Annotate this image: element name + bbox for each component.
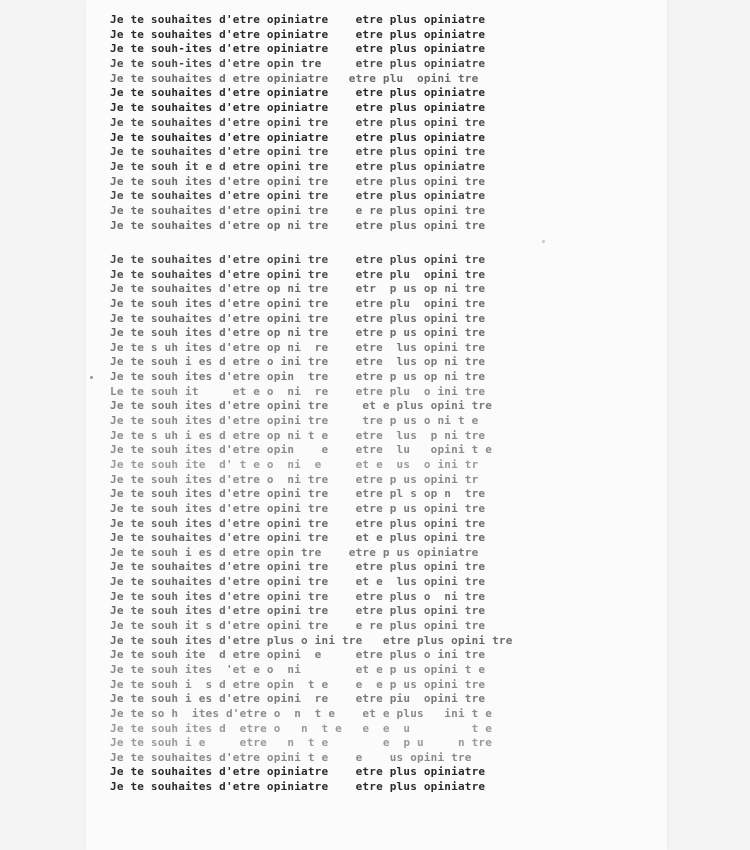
text-line: Je te souhaites d'etre opini tre etre plu opini tre [110, 267, 486, 281]
text-line: Je te souh-ites d'etre opiniatre etre plus opiniatre [110, 42, 486, 56]
text-line: Je te s uh ites d'etre op ni re etre lus opini tre [110, 340, 486, 354]
text-line: Je te souh-ites d'etre opin tre etre plus opiniatre [110, 57, 486, 71]
text-line: Je te souh ites d'etre op ni tre etre p us opini tre [110, 326, 486, 340]
text-line: Je te souh i es d'etre opini re etre piu opini tre [110, 692, 486, 706]
text-line: Je te souh ite d' t e o ni e et e us o ini tr [110, 457, 479, 471]
text-line: Je te souhaites d'etre opiniatre etre plus opiniatre [110, 27, 486, 41]
text-line: Je te souh ites d'etre opini tre et e plus opini tre [110, 399, 493, 413]
text-line: Je te souh it e d etre opini tre etre plus opiniatre [110, 159, 486, 173]
text-line: Je te souh ite d etre opini e etre plus o ini tre [110, 648, 486, 662]
text-line: Je te souh ites d'etre opini tre etre plus opini tre [110, 516, 486, 530]
ink-speck [90, 376, 93, 379]
text-line: Je te souh ites d'etre opini tre etre plu opini tre [110, 296, 486, 310]
text-line: Je te souh it s d'etre opini tre e re plus opini tre [110, 619, 486, 633]
text-line: Je te souh ites d'etre plus o ini tre etre plus opini tre [110, 633, 513, 647]
text-line: Je te souhaites d'etre opiniatre etre plus opiniatre [110, 101, 486, 115]
text-line: Je te souhaites d'etre op ni tre etre plus opini tre [110, 218, 486, 232]
text-line: Je te souh i es d etre o ini tre etre lus op ni tre [110, 355, 486, 369]
text-line: Je te souhaites d'etre opini tre etre plus opiniatre [110, 189, 486, 203]
text-line: Je te souhaites d'etre op ni tre etr p us op ni tre [110, 282, 486, 296]
text-line: Je te souhaites d'etre opini tre et e lus opini tre [110, 575, 486, 589]
text-line: Je te so h ites d'etre o n t e et e plus ini t e [110, 706, 493, 720]
text-line: Je te souhaites d'etre opiniatre etre plus opiniatre [110, 13, 486, 26]
typewritten-page [86, 0, 667, 850]
ink-speck [542, 240, 545, 243]
text-line: Je te souh ites 'et e o ni et e p us opini t e [110, 662, 486, 676]
text-line: Je te souhaites d'etre opini tre e re plus opini tre [110, 203, 486, 217]
text-line: Je te souh ites d'etre opini tre tre p us o ni t e [110, 414, 479, 428]
text-line: Je te s uh i es d etre op ni t e etre lus p ni tre [110, 428, 486, 442]
text-line: Je te souh ites d'etre o ni tre etre p us opini tr [110, 472, 479, 486]
text-line: Je te souhaites d'etre opiniatre etre plus opiniatre [110, 86, 486, 100]
text-line: Je te souhaites d'etre opiniatre etre plus opiniatre [110, 765, 486, 779]
text-line: Je te souh ites d'etre opin e etre lu opini t e [110, 443, 493, 457]
text-line: Je te souhaites d'etre opiniatre etre plus opiniatre [110, 130, 486, 144]
text-line: Je te souh ites d'etre opini tre etre plus opini tre [110, 174, 486, 188]
text-line: Je te souhaites d etre opiniatre etre plu opini tre [110, 71, 479, 85]
text-line: Je te souh i es d etre opin tre etre p us opiniatre [110, 545, 479, 559]
text-line: Je te souhaites d'etre opini tre etre plus opini tre [110, 560, 486, 574]
text-line: Je te souhaites d'etre opini tre etre plus opini tre [110, 311, 486, 325]
text-line: Je te souhaites d'etre opini t e e us opini tre [110, 750, 472, 764]
text-line: Je te souh i e etre n t e e p u n tre [110, 736, 493, 750]
text-line: Je te souhaites d'etre opini tre etre plus opini tre [110, 115, 486, 129]
text-block-1 [110, 13, 670, 233]
text-line: Le te souh it et e o ni re etre plu o ini tre [110, 384, 486, 398]
text-line: Je te souh ites d etre o n t e e e u t e [110, 721, 493, 735]
text-line: Je te souh ites d'etre opini tre etre plus o ni tre [110, 589, 486, 603]
text-line: Je te souh ites d'etre opini tre etre plus opini tre [110, 604, 486, 618]
text-line: Je te souhaites d'etre opini tre etre plus opini tre [110, 145, 486, 159]
text-line: Je te souhaites d'etre opiniatre etre plus opiniatre [110, 780, 486, 794]
text-line: Je te souh ites d'etre opin tre etre p us op ni tre [110, 370, 486, 384]
text-line: Je te souhaites d'etre opini tre et e plus opini tre [110, 531, 486, 545]
text-line: Je te souh i s d etre opin t e e e p us opini tre [110, 677, 486, 691]
text-line: Je te souhaites d'etre opini tre etre plus opini tre [110, 253, 486, 266]
text-line: Je te souh ites d'etre opini tre etre pl s op n tre [110, 487, 486, 501]
text-block-2 [110, 253, 670, 795]
text-line: Je te souh ites d'etre opini tre etre p us opini tre [110, 501, 486, 515]
